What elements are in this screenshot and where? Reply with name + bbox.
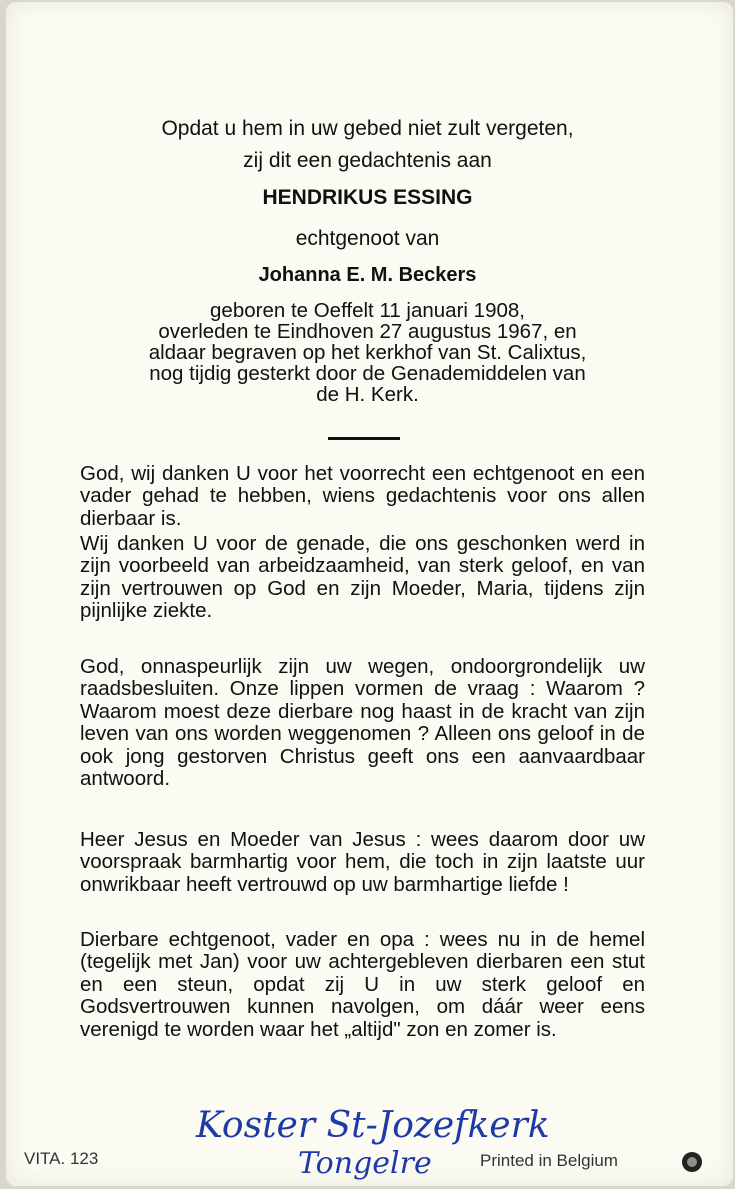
prayer-paragraph-5: Dierbare echtgenoot, vader en opa : wees nu in de hemel (tegelijk met Jan) voor uw achtergebleven dierbaren een stut en een steun, opdat zij U in uw sterk geloof en Godsvertrouwen kunnen navolgen, om dáár weer eens verenigd te worden waar het „altijd" zon en zomer is. bbox=[80, 928, 645, 1041]
bio-line: aldaar begraven op het kerkhof van St. Calixtus, bbox=[148, 341, 587, 364]
prayer-paragraph-3: God, onnaspeurlijk zijn uw wegen, ondoorgrondelijk uw raadsbesluiten. Onze lippen vormen de vraag : Waarom ? Waarom moest deze dierbare nog haast in de kracht van zijn leven van ons worden weggenomen ? Alleen ons geloof in de ook jong gestorven Christus geeft ons een aanvaardbaar antwoord. bbox=[80, 655, 645, 791]
intro-line-2: zij dit een gedachtenis aan bbox=[243, 149, 492, 172]
bio-line: de H. Kerk. bbox=[316, 383, 419, 406]
printer-seal-icon bbox=[682, 1152, 702, 1172]
catalog-code: VITA. 123 bbox=[24, 1149, 99, 1168]
handwritten-note-line-2: Tongelre bbox=[298, 1146, 432, 1181]
prayer-paragraph-2: Wij danken U voor de genade, die ons geschonken werd in zijn voorbeeld van arbeidzaamheid, van sterk geloof, en van zijn vertrouwen op God en zijn Moeder, Maria, tijdens zijn pijnlijke ziekte. bbox=[80, 532, 645, 623]
intro-line-1: Opdat u hem in uw gebed niet zult vergeten, bbox=[161, 117, 574, 140]
biography bbox=[0, 300, 735, 405]
deceased-name: HENDRIKUS ESSING bbox=[262, 186, 473, 209]
prayer-paragraph-4: Heer Jesus en Moeder van Jesus : wees daarom door uw voorspraak barmhartig voor hem, die toch in zijn laatste uur onwrikbaar heeft vertrouwd op uw barmhartige liefde ! bbox=[80, 828, 645, 896]
divider-line bbox=[328, 437, 400, 440]
bio-line: geboren te Oeffelt 11 januari 1908, bbox=[210, 299, 525, 322]
bio-line: nog tijdig gesterkt door de Genademiddelen van bbox=[149, 362, 586, 385]
spouse-name: Johanna E. M. Beckers bbox=[258, 264, 477, 286]
bio-line: overleden te Eindhoven 27 augustus 1967, en bbox=[158, 320, 577, 343]
prayer-paragraph-1: God, wij danken U voor het voorrecht een echtgenoot en een vader gehad te hebben, wiens gedachtenis voor ons allen dierbaar is. bbox=[80, 462, 645, 530]
handwritten-note-line-1: Koster St-Jozefkerk bbox=[196, 1105, 550, 1146]
relation-text: echtgenoot van bbox=[295, 227, 440, 250]
printed-in-label: Printed in Belgium bbox=[480, 1151, 618, 1170]
